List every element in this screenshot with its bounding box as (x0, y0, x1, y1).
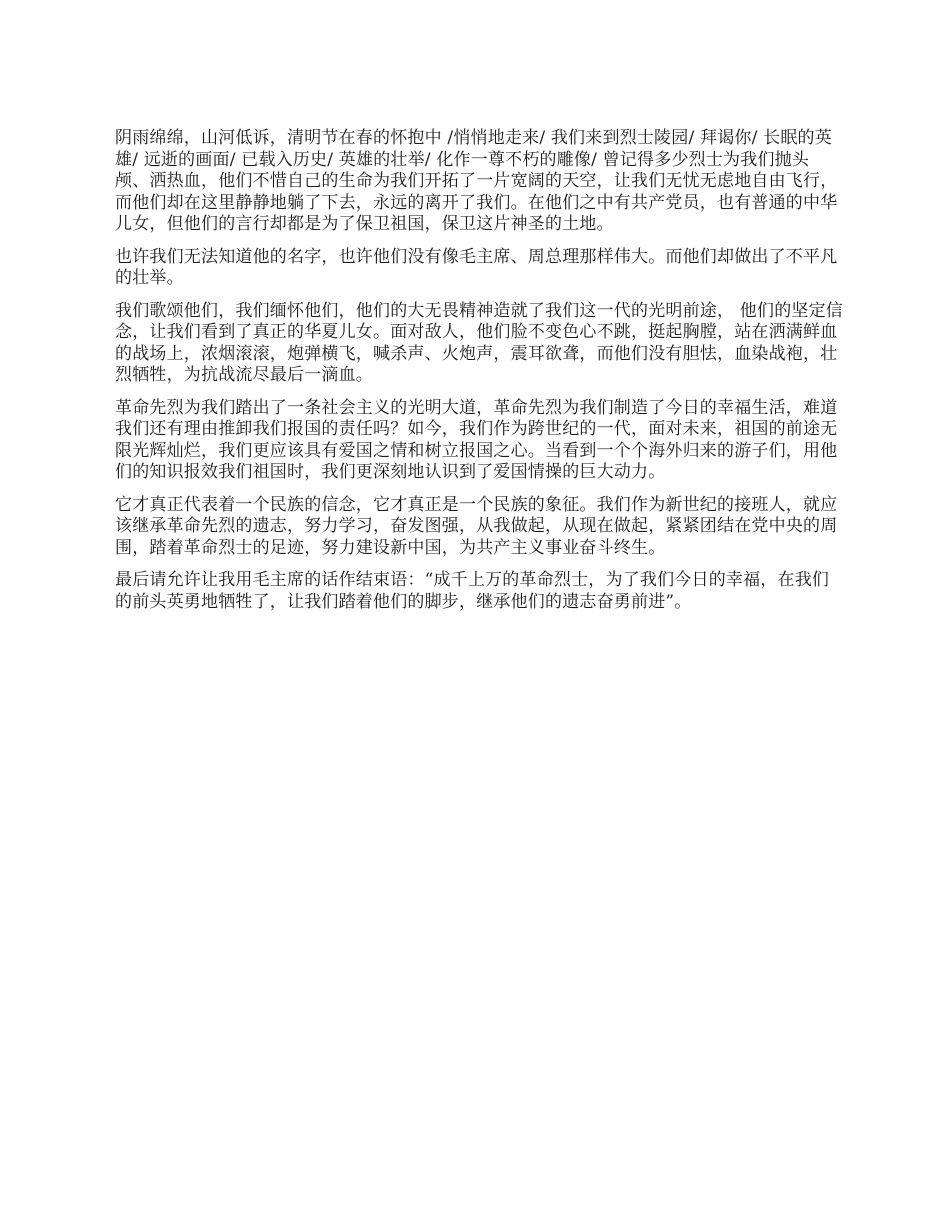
paragraph-1: 阴雨绵绵，山河低诉，清明节在春的怀抱中 /悄悄地走来/ 我们来到烈士陵园/ 拜谒你/ 长眠的英雄/ 远逝的画面/ 已载入历史/ 英雄的壮举/ 化作一尊不朽的雕像/ 曾记得多少烈士为我们抛头颅、洒热血，他们不惜自己的生命为我们开拓了一片宽阔的天空，让我们无忧无虑地自由飞行，而他们却在这里静静地躺了下去，永远的离开了我们。在他们之中有共产党员，也有普通的中华儿女，但他们的言行却都是为了保卫祖国，保卫这片神圣的土地。 (115, 128, 838, 234)
paragraph-6: 最后请允许让我用毛主席的话作结束语：“成千上万的革命烈士，为了我们今日的幸福，在我们的前头英勇地牺牲了，让我们踏着他们的脚步，继承他们的遗志奋勇前进”。 (115, 570, 830, 612)
document-page (115, 128, 843, 624)
paragraph-2: 也许我们无法知道他的名字，也许他们没有像毛主席、周总理那样伟大。而他们却做出了不平凡的壮举。 (115, 246, 838, 288)
paragraph-5: 它才真正代表着一个民族的信念，它才真正是一个民族的象征。我们作为新世纪的接班人，就应该继承革命先烈的遗志，努力学习，奋发图强，从我做起，从现在做起，紧紧团结在党中央的周围，踏着革命烈士的足迹，努力建设新中国，为共产主义事业奋斗终生。 (115, 494, 838, 558)
paragraph-3: 我们歌颂他们，我们缅怀他们，他们的大无畏精神造就了我们这一代的光明前途， 他们的坚定信念，让我们看到了真正的华夏儿女。面对敌人，他们脸不变色心不跳，挺起胸膛，站在洒满鲜血的战场上，浓烟滚滚，炮弹横飞，喊杀声、火炮声，震耳欲聋，而他们没有胆怯，血染战袍，壮烈牺牲，为抗战流尽最后一滴血。 (115, 300, 844, 385)
paragraph-4: 革命先烈为我们踏出了一条社会主义的光明大道，革命先烈为我们制造了今日的幸福生活，难道我们还有理由推卸我们报国的责任吗？如今，我们作为跨世纪的一代，面对未来，祖国的前途无限光辉灿烂，我们更应该具有爱国之情和树立报国之心。当看到一个个海外归来的游子们，用他们的知识报效我们祖国时，我们更深刻地认识到了爱国情操的巨大动力。 (115, 397, 838, 482)
